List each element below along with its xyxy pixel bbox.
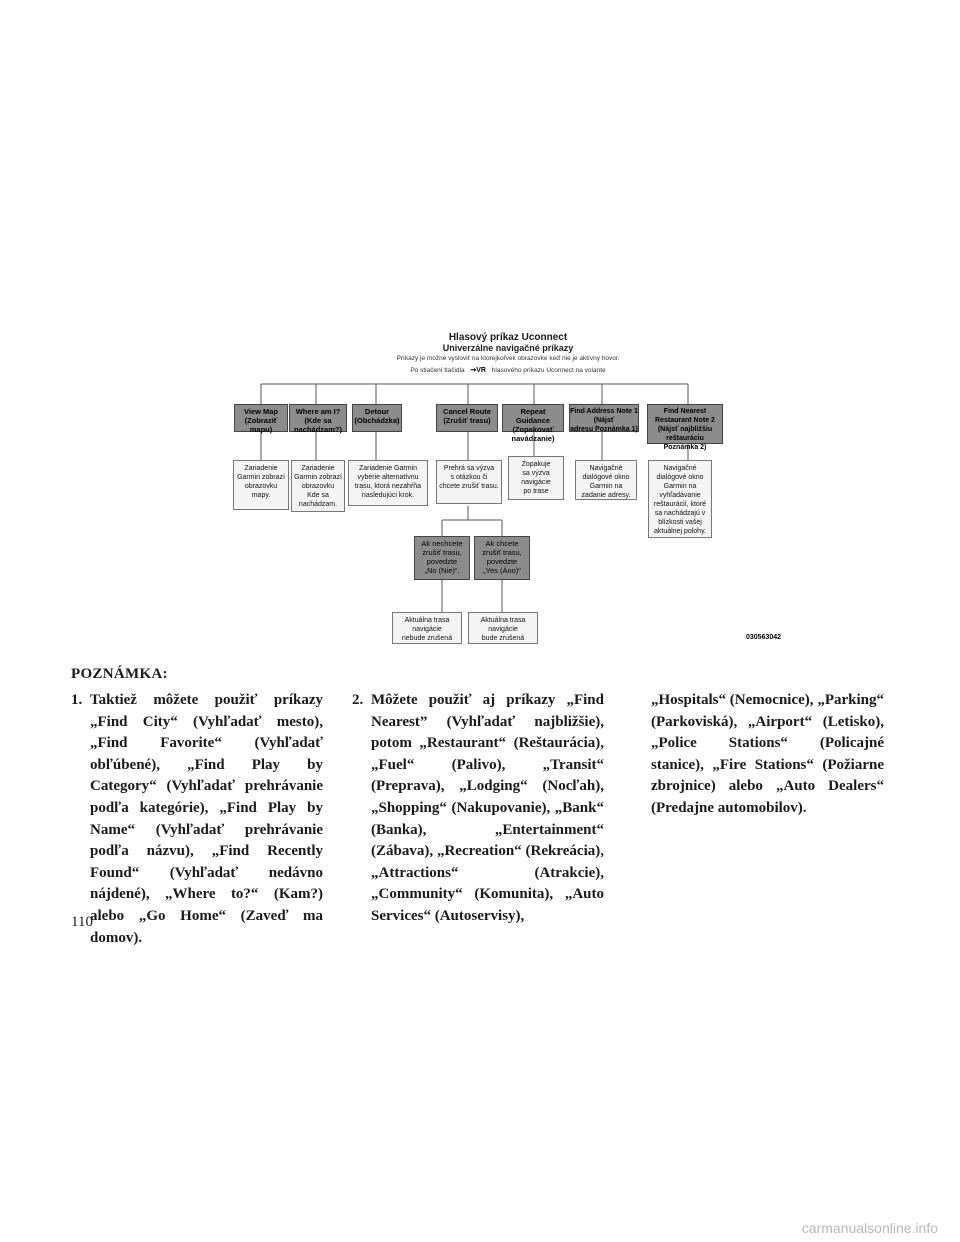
command-find-nearest-restaurant: Find Nearest Restaurant Note 2 (Nájsť najbližšiu reštauráciu Poznámka 2)	[647, 404, 723, 444]
branch-no: Ak nechcete zrušiť trasu, povedzte „No (Nie)“.	[414, 536, 470, 580]
desc-view-map: Zariadenie Garmin zobrazí obrazovku mapy.	[233, 460, 289, 510]
figure-code: 030563042	[746, 634, 782, 641]
command-detour: Detour (Obchádzka)	[352, 404, 402, 432]
note-item-2-number: 2.	[352, 692, 364, 708]
desc-find-address: Navigačné dialógové okno Garmin na zadanie adresy.	[575, 460, 637, 500]
branch-yes: Ak chcete zrušiť trasu, povedzte „Yes (Áno)“	[474, 536, 530, 580]
page-number: 110	[71, 914, 93, 930]
diagram-subtitle: Univerzálne navigačné príkazy	[442, 343, 574, 353]
note-item-2-continued	[632, 690, 884, 820]
command-find-address: Find Address Note 1 (Nájsť adresu Poznámka 1)	[569, 404, 639, 432]
result-yes: Aktuálna trasa navigácie bude zrušená	[468, 612, 538, 644]
press-instruction	[228, 366, 788, 374]
command-repeat-guidance: Repeat Guidance (Zopakovať navádzanie)	[502, 404, 564, 432]
diagram-caption: Príkazy je možné vysloviť na ktorejkoľvek obrazovke keď nie je aktívny hovor.	[396, 355, 620, 362]
column-2	[352, 690, 604, 928]
note-item-1-text: Taktiež môžete použiť príkazy „Find City“ (Vyhľadať mesto), „Find Favorite“ (Vyhľadať obľúbené), „Find Play by Category“ (Vyhľadať prehrávanie podľa kategórie), „Find Play by Name“ (Vyhľadať prehrávanie podľa názvu), „Find Recently Found“ (Vyhľadať nedávno nájdené), „Where to?“ (Kam?) alebo „Go Home“ (Zaveď ma domov).	[90, 692, 323, 946]
desc-repeat-guidance: Zopakuje sa výzva navigácie po trase	[508, 456, 564, 500]
column-1	[71, 690, 323, 949]
watermark: carmanualsonline.info	[801, 1220, 938, 1236]
note-item-2-text: Môžete použiť aj príkazy „Find Nearest” (Vyhľadať najbližšie), potom „Restaurant“ (Reštaurácia), „Fuel“ (Palivo), „Transit“ (Preprava), „Lodging“ (Nocľah), „Shopping“ (Nakupovanie), „Bank“ (Banka), „Entertainment“ (Zábava), „Recreation“ (Rekreácia), „Attractions“ (Atrakcie), „Community“ (Komunita), „Auto Services“ (Autoservisy),	[371, 692, 604, 924]
column-3	[632, 690, 884, 820]
note-item-1	[71, 690, 323, 949]
press-suffix: hlasového príkazu Uconnect na volante	[491, 367, 606, 374]
vr-button-icon: ⇝VR	[470, 367, 486, 374]
desc-detour: Zariadenie Garmin vyberie alternatívnu trasu, ktorá nezahŕňa nasledujúci krok.	[348, 460, 428, 506]
command-cancel-route: Cancel Route (Zrušiť trasu)	[436, 404, 498, 432]
command-where-am-i: Where am I? (Kde sa nachádzam?)	[289, 404, 347, 432]
result-no: Aktuálna trasa navigácie nebude zrušená	[392, 612, 462, 644]
note-heading: POZNÁMKA:	[71, 666, 168, 682]
desc-where-am-i: Zariadenie Garmin zobrazí obrazovku Kde sa nachádzam.	[291, 460, 345, 512]
note-item-2-continued-text: „Hospitals“ (Nemocnice), „Parking“ (Parkoviská), „Airport“ (Letisko), „Police Stations“ (Policajné stanice), „Fire Stations“ (Požiarne zbrojnice) alebo „Auto Dealers“ (Predajne automobilov).	[651, 692, 884, 816]
voice-command-diagram	[228, 328, 788, 648]
note-item-1-number: 1.	[71, 692, 83, 708]
press-prefix: Po stlačení tlačidla	[410, 367, 465, 374]
note-item-2	[352, 690, 604, 928]
diagram-title: Hlasový príkaz Uconnect	[448, 332, 568, 343]
desc-cancel-route: Prehrá sa výzva s otázkou či chcete zrušiť trasu.	[436, 460, 502, 504]
desc-find-nearest-restaurant: Navigačné dialógové okno Garmin na vyhľadávanie reštaurácií, ktoré sa nachádzajú v blízkosti vašej aktuálnej polohy.	[648, 460, 712, 538]
command-view-map: View Map (Zobraziť mapu)	[234, 404, 288, 432]
